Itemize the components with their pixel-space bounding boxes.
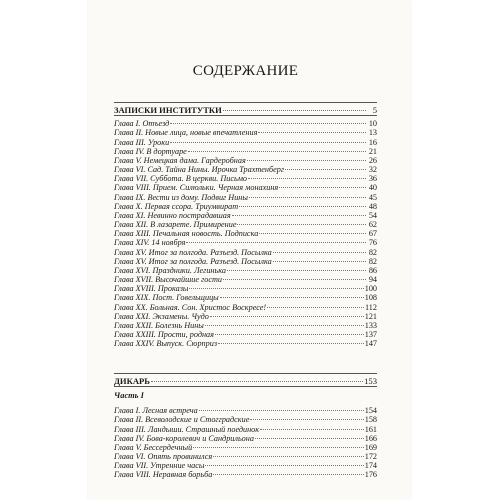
chapter-title: Глава XVI. Праздники. Легинька: [114, 265, 226, 275]
chapter-title: Глава IV. В дортуаре: [114, 146, 187, 156]
section-2-chapter-list: [114, 403, 377, 480]
page-number: 10: [368, 119, 377, 129]
page-number: 154: [364, 406, 377, 416]
page-number: 158: [364, 415, 377, 425]
chapter-title: Глава III. Ландыши. Страшный поединок: [114, 424, 260, 434]
page-number: 100: [364, 284, 377, 294]
page-number: 172: [364, 452, 377, 462]
chapter-title: Глава XV. Итог за полгода. Разъезд. Посылка: [114, 256, 272, 266]
chapter-title: Глава III. Уроки: [114, 137, 170, 147]
page-number: 40: [368, 183, 377, 193]
page-number: 48: [368, 201, 377, 211]
dot-leader: [151, 372, 363, 382]
chapter-title: Глава XVII. Высочайшие гости: [114, 275, 223, 285]
chapter-title: Глава VI. Опять провинился: [114, 452, 213, 462]
page-number: 166: [364, 433, 377, 443]
section-1-chapter-list: [114, 116, 377, 349]
chapter-title: Глава VII. Утренние часы: [114, 461, 205, 471]
page-number: 161: [364, 424, 377, 434]
chapter-title: Глава XVIII. Проказы: [114, 284, 189, 294]
page-number: 13: [368, 128, 377, 138]
chapter-title: Глава XXIV. Выпуск. Сюрприз: [114, 339, 218, 349]
toc-section-row: [114, 103, 377, 114]
page-number: 45: [368, 192, 377, 202]
section-title: ЗАПИСКИ ИНСТИТУТКИ: [114, 105, 222, 116]
page-number: 16: [368, 137, 377, 147]
dot-leader: [223, 101, 366, 111]
section-1-heading: [114, 102, 377, 116]
chapter-title: Глава XXII. Болезнь Нины: [114, 320, 204, 330]
chapter-title: Глава V. Бессердечный: [114, 442, 193, 452]
chapter-title: Глава IV. Бова-королевич и Сандрильона: [114, 433, 254, 443]
chapter-title: Глава XII. В лазарете. Примирение: [114, 220, 237, 230]
book-page: [88, 0, 411, 500]
page-number: 121: [364, 311, 377, 321]
section-2-bottom-rule: [114, 386, 377, 387]
chapter-title: Глава XXIII. Прости, родная: [114, 330, 214, 340]
chapter-title: Глава XI. Невинно пострадавшая: [114, 210, 231, 220]
page-number: 76: [368, 238, 377, 248]
page-number: 36: [368, 174, 377, 184]
page-number: 32: [368, 165, 377, 175]
page-number: 137: [364, 330, 377, 340]
chapter-title: Глава XX. Больная. Сон. Христос Воскресе!: [114, 302, 267, 312]
chapter-title: Глава I. Лесная встреча: [114, 406, 198, 416]
chapter-title: Глава XV. Итог за полгода. Разъезд. Посылка: [114, 247, 272, 257]
part-title: Часть I: [114, 391, 144, 400]
chapter-title: Глава VIII. Прием. Силюльки. Черная монахиня: [114, 183, 279, 193]
chapter-title: Глава XIV. 14 ноября: [114, 238, 186, 248]
page-number: 82: [368, 247, 377, 257]
toc-section-row: [114, 374, 377, 385]
page-number: 176: [364, 470, 377, 480]
page-number: 108: [364, 293, 377, 303]
page-number: 147: [364, 339, 377, 349]
chapter-title: Глава IX. Вести из дому. Подвиг Нины: [114, 192, 248, 202]
page-number: 174: [364, 461, 377, 471]
chapter-title: Глава VIII. Неравная борьба: [114, 470, 213, 480]
section-title: ДИКАРЬ: [114, 376, 150, 387]
page-number: 169: [364, 442, 377, 452]
page-number: 94: [368, 275, 377, 285]
page-number: 67: [368, 229, 377, 239]
chapter-title: Глава XIII. Печальная новость. Подписка: [114, 229, 259, 239]
chapter-title: Глава VI. Сад. Тайна Нины. Ирочка Трахтенберг: [114, 165, 285, 175]
page-number: 86: [368, 265, 377, 275]
chapter-title: Глава V. Немецкая дама. Гардеробная: [114, 155, 246, 165]
page-number: 133: [364, 320, 377, 330]
page-number: 5: [372, 105, 377, 116]
chapter-title: Глава X. Первая ссора. Триумвират: [114, 201, 239, 211]
dot-leader: [213, 465, 363, 475]
page-number: 82: [368, 256, 377, 266]
page-number: 54: [368, 210, 377, 220]
chapter-title: Глава VII. Суббота. В церкви. Письмо: [114, 174, 248, 184]
page-number: 21: [368, 146, 377, 156]
chapter-title: Глава XXI. Экзамены. Чудо: [114, 311, 209, 321]
section-2-heading: [114, 373, 377, 387]
chapter-title: Глава XIX. Пост. Говельщицы: [114, 293, 219, 303]
chapter-title: Глава II. Всеволодские и Стогградские: [114, 415, 250, 425]
page-number: 62: [368, 220, 377, 230]
page-title: СОДЕРЖАНИЕ: [192, 63, 299, 79]
dot-leader: [218, 334, 364, 344]
chapter-title: Глава II. Новые лица, новые впечатления: [114, 128, 258, 138]
page-number: 26: [368, 155, 377, 165]
page-number: 153: [364, 376, 377, 387]
page-number: 112: [365, 302, 377, 312]
chapter-title: Глава I. Отъезд: [114, 119, 170, 129]
